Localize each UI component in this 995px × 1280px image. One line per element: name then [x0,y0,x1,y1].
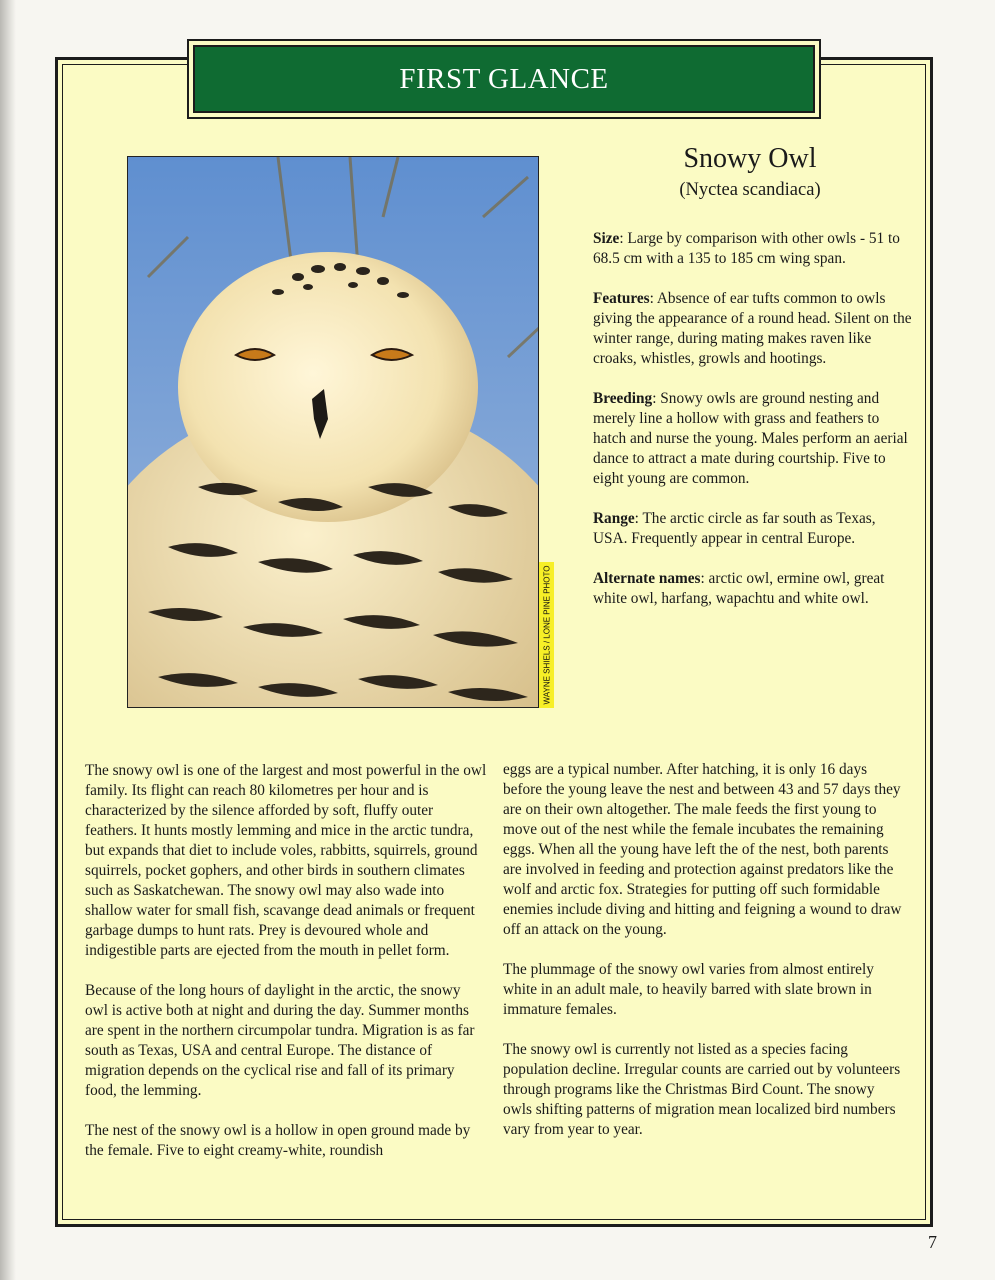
body-paragraph: eggs are a typical number. After hatching, it is only 16 days before the young leave the nest and between 43 and 57 days they are on their own altogether. The male feeds the first young to move out of the nest while the female incubates the remaining eggs. When all the young have left the of the nest, both parents are involved in feeding and protection against predators like the wolf and arctic fox. Strategies for putting off such formidable enemies include diving and hitting and feigning a wound to draw off an attack on the young. [503,761,902,938]
body-column-left [85,761,487,1181]
fact-features [593,289,913,369]
fact-size [593,229,913,269]
fact-text: : arctic owl, ermine owl, great white owl, harfang, wapachtu and white owl. [593,570,885,607]
body-column-right [503,760,905,1160]
header-banner-fill [193,45,815,113]
book-spine-shadow [0,0,16,1280]
fact-text: : The arctic circle as far south as Texas, USA. Frequently appear in central Europe. [593,510,876,547]
header-banner [187,39,821,119]
body-paragraph: The snowy owl is one of the largest and most powerful in the owl family. Its flight can reach 80 kilometres per hour and is characterized by the silence afforded by soft, fluffy outer feathers. It hunts mostly lemming and mice in the arctic tundra, but expands that diet to include voles, rabbitts, squirrels, ground squirrels, pocket gophers, and other birds in southern climates such as Saskatchewan. The snowy owl may also wade into shallow water for small fish, scavange dead animals or frequent garbage dumps to hunt rats. Prey is devoured whole and indigestible parts are ejected from the mouth in pellet form. [85,762,487,959]
fact-range [593,509,913,549]
fact-label: Features [593,290,650,307]
section-title: FIRST GLANCE [399,62,609,95]
fact-text: : Snowy owls are ground nesting and merely line a hollow with grass and feathers to hatch and nurse the young. Males perform an aerial dance to attract a mate during courtship. Five to eight young are common. [593,390,908,487]
photo-credit: WAYNE SHIELS / LONE PINE PHOTO [542,565,551,705]
body-paragraph: Because of the long hours of daylight in the arctic, the snowy owl is active both at night and during the day. Summer months are spent in the northern circumpolar tundra. Migration is as far south as Texas, USA and central Europe. The distance of migration depends on the cyclical rise and fall of its primary food, the lemming. [85,982,475,1099]
photo-credit-strip [539,562,554,708]
fact-label: Alternate names [593,570,701,587]
fact-breeding [593,389,913,489]
body-paragraph: The plummage of the snowy owl varies from almost entirely white in an adult male, to heavily barred with slate brown in immature females. [503,961,874,1018]
species-common-name: Snowy Owl [683,143,817,174]
fact-label: Size [593,230,620,247]
fact-text: : Absence of ear tufts common to owls giving the appearance of a round head. Silent on the winter range, during mating makes raven like croaks, whistles, growls and hootings. [593,290,912,367]
fact-label: Breeding [593,390,653,407]
fact-label: Range [593,510,635,527]
fact-alternate-names [593,569,913,609]
owl-illustration [128,157,539,708]
quick-facts [593,229,913,629]
body-paragraph: The snowy owl is currently not listed as a species facing population decline. Irregular counts are carried out by volunteers through programs like the Christmas Bird Count. The snowy owls shifting patterns of migration mean localized bird numbers vary from year to year. [503,1041,901,1138]
snowy-owl-photo [127,156,539,708]
page-number: 7 [928,1232,937,1252]
body-paragraph: The nest of the snowy owl is a hollow in open ground made by the female. Five to eight creamy-white, roundish [85,1122,471,1159]
fact-text: : Large by comparison with other owls - 51 to 68.5 cm with a 135 to 185 cm wing span. [593,230,900,267]
species-scientific-name: (Nyctea scandiaca) [679,180,821,200]
